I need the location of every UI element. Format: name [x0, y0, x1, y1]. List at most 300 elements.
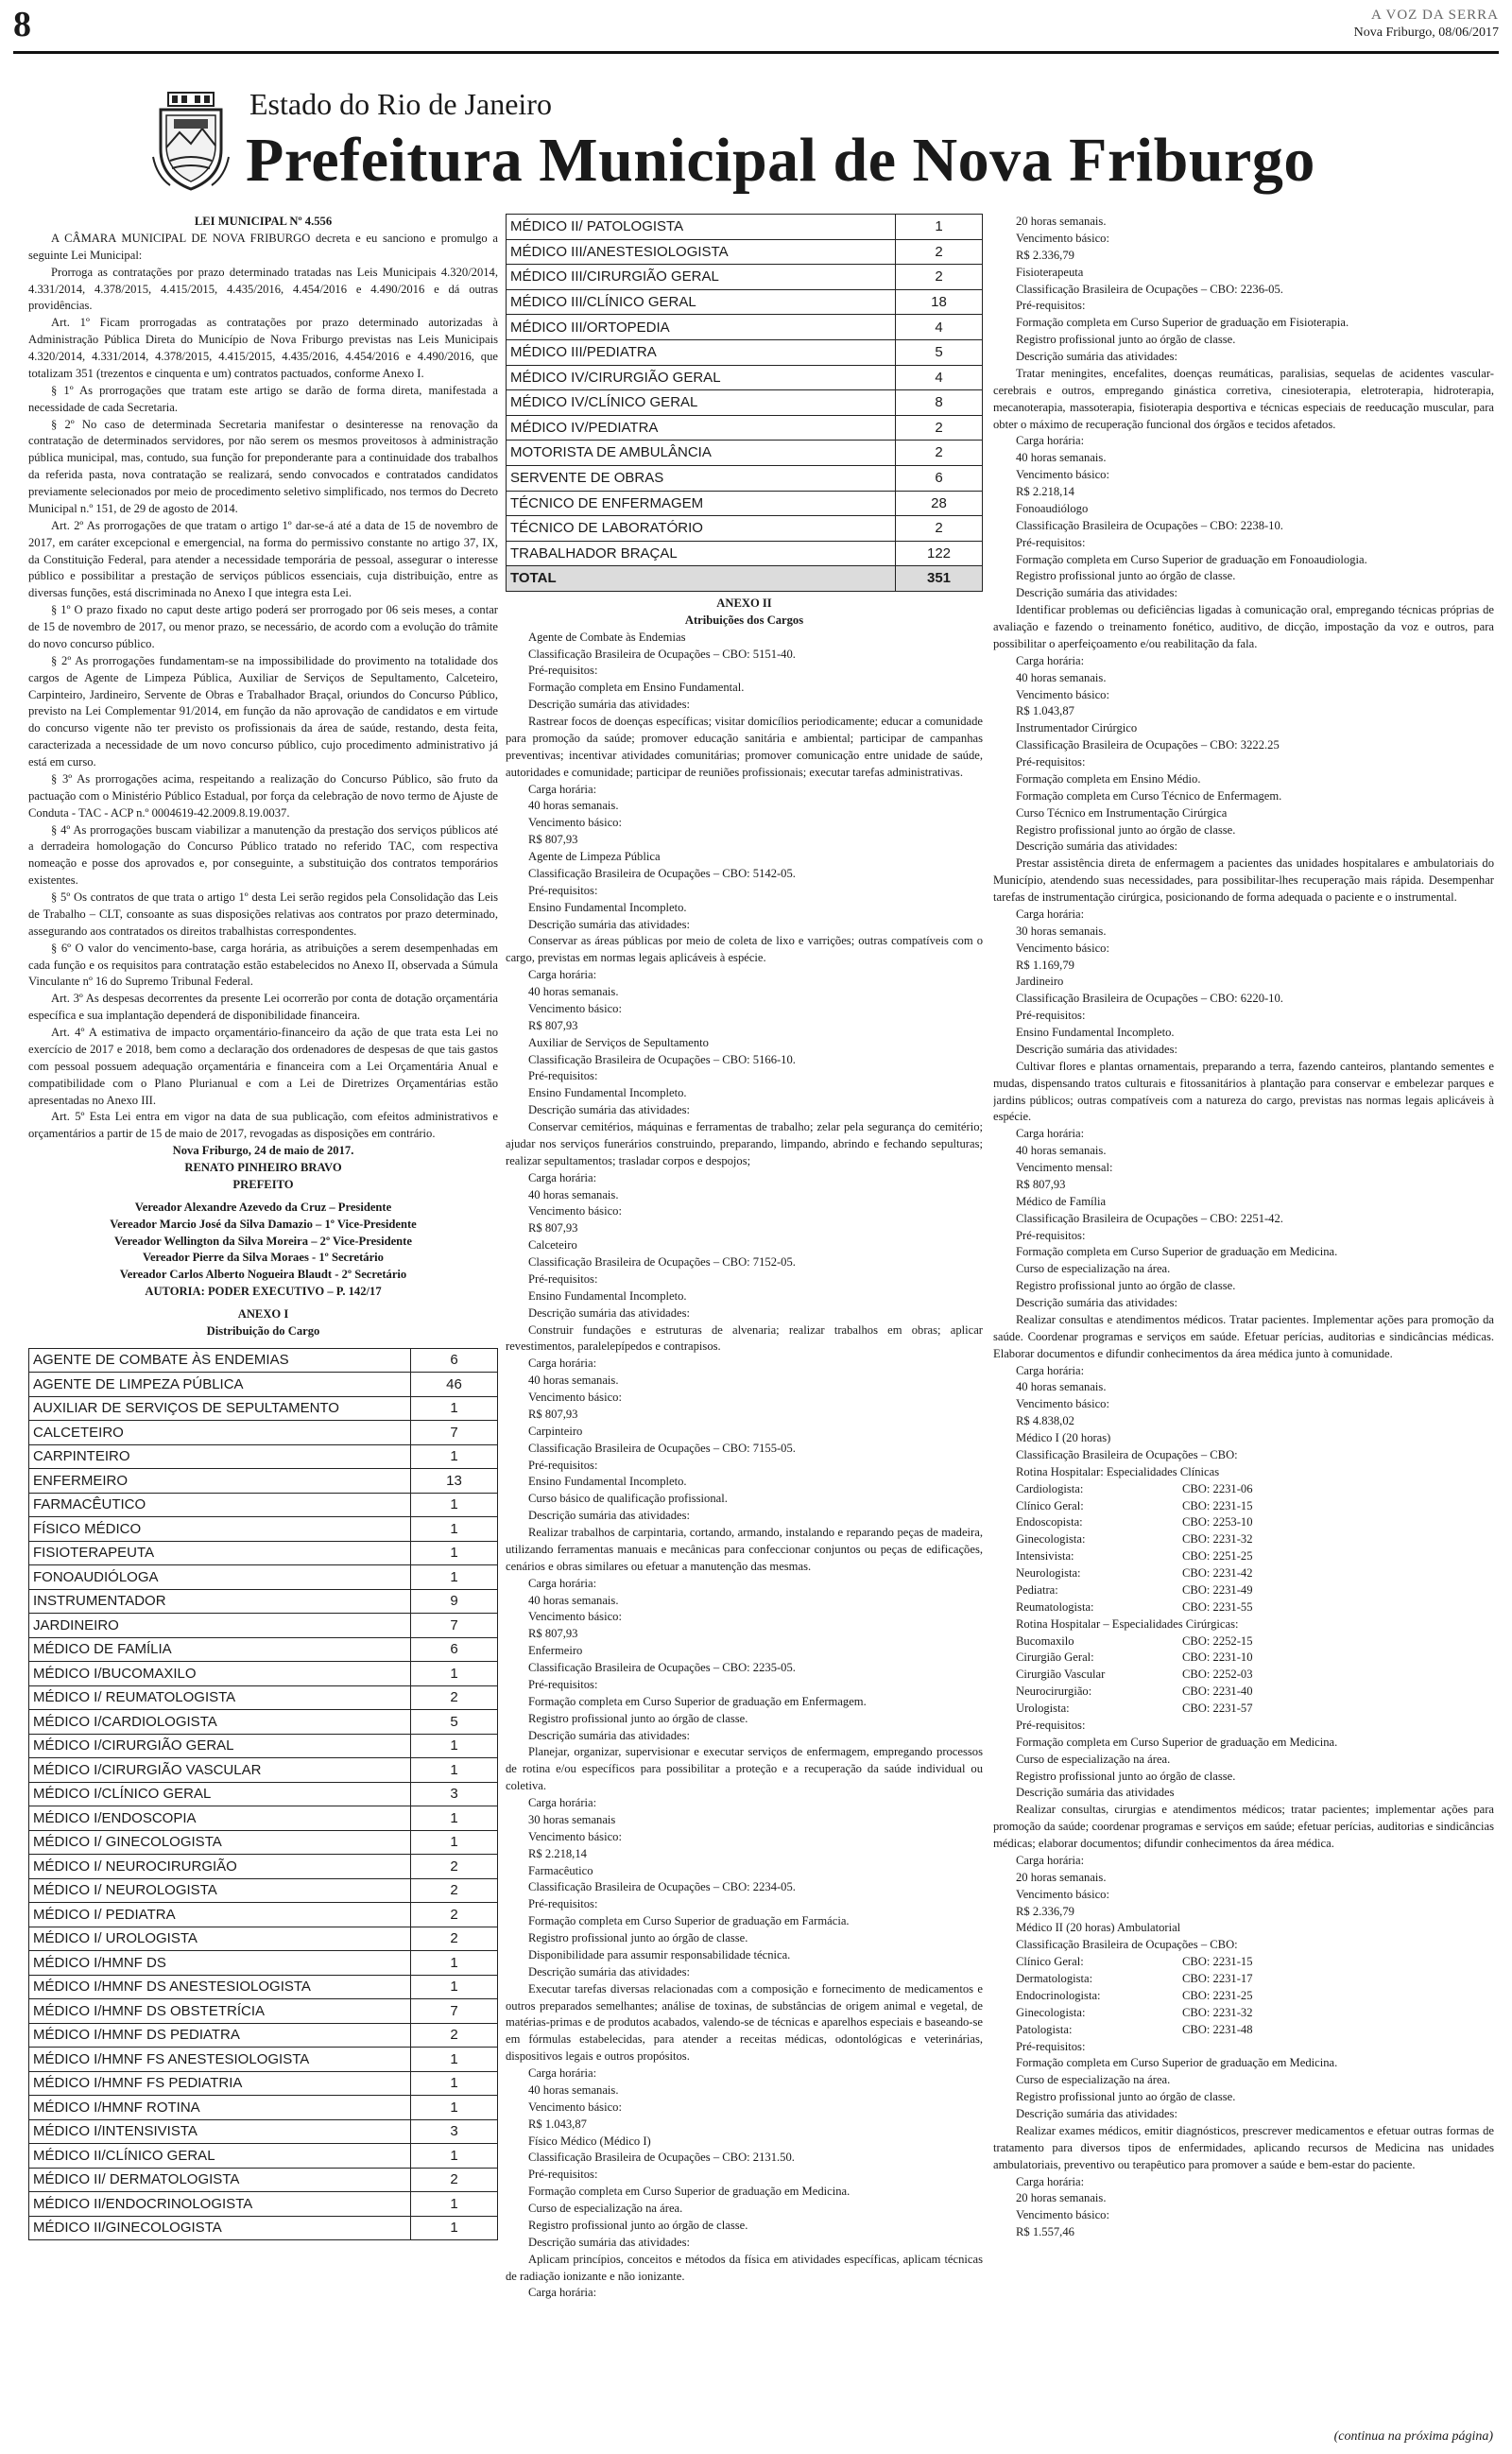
- text-line: 40 horas semanais.: [528, 1187, 619, 1201]
- text-line: R$ 2.218,14: [528, 1846, 587, 1860]
- text-line: Formação completa em Curso Superior de graduação em Fonoaudiologia.: [1016, 552, 1367, 566]
- signer-role: PREFEITO: [232, 1177, 294, 1191]
- cargo-cell: MÉDICO I/CARDIOLOGISTA: [29, 1710, 411, 1735]
- quantidade-cell: 8: [896, 390, 983, 416]
- quantidade-cell: 2: [411, 2168, 498, 2192]
- specialty-name: Cardiologista:: [1016, 1481, 1084, 1495]
- text-line: Enfermeiro: [528, 1644, 583, 1658]
- cbo-row: [993, 1565, 1494, 1582]
- annex2-text-col3a: [993, 214, 1494, 1481]
- text-line: Curso de especialização na área.: [1016, 2073, 1171, 2087]
- text-line: Carga horária:: [528, 1170, 597, 1184]
- signer-name: RENATO PINHEIRO BRAVO: [184, 1161, 342, 1174]
- text-line: Tratar meningites, encefalites, doenças reumáticas, paralisias, sequelas de acidentes vascular-cerebrais e outros, empregando ginástica corretiva, cinesioterapia, eletroterapia, hidroterapia, mecanoterapia, massoterapia, fisioterapia desportiva e técnicas especiais de reeducação muscular, para obter o máximo de recuperação funcional dos órgãos e tecidos afetados.: [993, 366, 1494, 431]
- cargo-cell: MÉDICO III/PEDIATRA: [507, 339, 896, 365]
- table-row: [29, 1855, 498, 1879]
- text-line: Pré-requisitos:: [1016, 299, 1086, 313]
- text-line: 40 horas semanais.: [528, 1593, 619, 1607]
- table-row: [507, 339, 983, 365]
- text-line: § 6º O valor do vencimento-base, carga horária, as atribuições a serem desempenhadas em cada função e os requisitos para contratação estão estabelecidos no Anexo II, observada a Súmula Vinculante nº 16 do Supremo Tribunal Federal.: [28, 941, 498, 989]
- text-line: Identificar problemas ou deficiências ligadas à comunicação oral, empregando técnicas próprias de avaliação e fazendo o treinamento fonético, auditivo, de dicção, impostação da voz e outros, para possibilitar o aperfeiçoamento e/ou reabilitação da fala.: [993, 603, 1494, 650]
- text-line: 40 horas semanais.: [528, 1374, 619, 1388]
- cbo-row: [993, 1582, 1494, 1599]
- text-line: Curso de especialização na área.: [1016, 1752, 1171, 1766]
- table-row: [29, 1614, 498, 1638]
- text-line: Formação completa em Curso Superior de graduação em Enfermagem.: [528, 1694, 867, 1708]
- text-line: R$ 807,93: [528, 1627, 578, 1641]
- specialty-name: Intensivista:: [1016, 1549, 1074, 1564]
- quantidade-cell: 2: [896, 239, 983, 265]
- quantidade-cell: 1: [411, 1734, 498, 1758]
- text-line: Registro profissional junto ao órgão de classe.: [1016, 569, 1236, 583]
- quantidade-cell: 1: [411, 1758, 498, 1783]
- text-line: Descrição sumária das atividades:: [528, 2235, 690, 2249]
- table-row: [29, 2048, 498, 2072]
- text-line: Curso de especialização na área.: [1016, 1262, 1171, 1276]
- text-line: Vereador Carlos Alberto Nogueira Blaudt - 2º Secretário: [119, 1268, 407, 1282]
- table-row: [29, 1348, 498, 1373]
- cargo-cell: MÉDICO III/ORTOPEDIA: [507, 315, 896, 340]
- text-line: 40 horas semanais.: [1016, 451, 1107, 465]
- quantidade-cell: 6: [896, 465, 983, 491]
- table-row: [29, 2119, 498, 2144]
- cbo-list-ambulatorial: [993, 1954, 1494, 2038]
- text-line: § 1º As prorrogações que tratam este artigo se darão de forma direta, manifestada a necessidade de cada Secretaria.: [28, 383, 498, 414]
- quantidade-cell: 1: [411, 1517, 498, 1542]
- quantidade-cell: 9: [411, 1589, 498, 1614]
- quantidade-cell: 4: [896, 315, 983, 340]
- cbo-row: [993, 1650, 1494, 1667]
- text-line: Descrição sumária das atividades:: [1016, 2107, 1177, 2120]
- specialty-name: Dermatologista:: [1016, 1972, 1093, 1985]
- specialty-name: Cirurgião Vascular: [1016, 1668, 1106, 1682]
- annex2-text-col3b: [993, 1718, 1494, 1954]
- text-line: Vereador Wellington da Silva Moreira – 2º Vice-Presidente: [114, 1234, 412, 1248]
- specialty-name: Clínico Geral:: [1016, 1955, 1084, 1969]
- text-line: Descrição sumária das atividades: [1016, 1786, 1175, 1800]
- text-line: Descrição sumária das atividades:: [1016, 1042, 1177, 1056]
- cbo-code: CBO: 2231-55: [1182, 1599, 1253, 1614]
- annex1-subtitle: Distribuição do Cargo: [206, 1323, 320, 1338]
- text-line: Planejar, organizar, supervisionar e executar serviços de enfermagem, empregando processos de rotina e/ou específicos para possibilitar a proteção e a recuperação da saúde individual ou coletiva.: [506, 1745, 983, 1793]
- text-line: Carga horária:: [528, 2066, 597, 2081]
- text-line: Pré-requisitos:: [1016, 755, 1086, 769]
- cargo-cell: MÉDICO I/HMNF DS ANESTESIOLOGISTA: [29, 1975, 411, 1999]
- text-line: R$ 807,93: [528, 833, 578, 847]
- quantidade-cell: 2: [411, 1903, 498, 1927]
- text-line: Realizar consultas, cirurgias e atendimentos médicos; tratar pacientes; implementar ações para promoção da saúde; coordenar programas e serviços em saúde; efetuar perícias, auditorias e sindicâncias médicas; elaborar documentos; difundir conhecimentos da área médica.: [993, 1803, 1494, 1850]
- quantidade-cell: 1: [411, 2192, 498, 2217]
- quantidade-cell: 1: [411, 2144, 498, 2169]
- text-line: Carga horária:: [1016, 434, 1085, 448]
- text-line: R$ 1.169,79: [1016, 958, 1074, 972]
- cbo-code: CBO: 2251-25: [1182, 1549, 1253, 1564]
- text-line: 20 horas semanais.: [1016, 2191, 1107, 2205]
- cbo-row: [993, 1481, 1494, 1498]
- cargo-cell: ENFERMEIRO: [29, 1469, 411, 1494]
- quantidade-cell: 46: [411, 1373, 498, 1397]
- text-line: Formação completa em Curso Superior de graduação em Medicina.: [1016, 1245, 1338, 1259]
- text-line: Disponibilidade para assumir responsabilidade técnica.: [528, 1947, 791, 1961]
- text-line: Carga horária:: [1016, 1363, 1085, 1377]
- quantidade-cell: 5: [411, 1710, 498, 1735]
- text-line: Formação completa em Curso Superior de graduação em Medicina.: [528, 2185, 850, 2199]
- cargo-cell: MÉDICO I/INTENSIVISTA: [29, 2119, 411, 2144]
- column-annex: [506, 214, 983, 2426]
- table-row: [29, 2216, 498, 2240]
- quantidade-cell: 1: [411, 1806, 498, 1831]
- text-line: § 4º As prorrogações buscam viabilizar a manutenção da prestação dos serviços públicos até a derradeira homologação do Concurso Público tratado no referido TAC, com respectiva nomeação e posse dos aprovados e, por conseguinte, a substituição dos contratos temporários existentes.: [28, 822, 498, 888]
- text-line: Descrição sumária das atividades:: [1016, 839, 1177, 854]
- text-line: Vereador Alexandre Azevedo da Cruz – Presidente: [134, 1200, 392, 1214]
- text-line: Vencimento básico:: [528, 1204, 622, 1218]
- table-row: [29, 2071, 498, 2096]
- text-line: Vencimento básico:: [528, 1001, 622, 1015]
- text-line: R$ 807,93: [1016, 1177, 1066, 1191]
- table-row: [29, 1662, 498, 1686]
- text-line: Art. 5º Esta Lei entra em vigor na data de sua publicação, com efeitos administrativos e orçamentários a partir de 15 de maio de 2017, revogadas as disposições em contrário.: [28, 1110, 498, 1141]
- text-line: § 1º O prazo fixado no caput deste artigo poderá ser prorrogado por 06 seis meses, a contar de 15 de novembro de 2017, ou menor prazo, se necessário, de acordo com a evolução do trâmite do novo concurso público.: [28, 603, 498, 650]
- text-line: R$ 2.336,79: [1016, 248, 1074, 262]
- table-row: [29, 1373, 498, 1397]
- quantidade-cell: 2: [896, 516, 983, 542]
- cbo-code: CBO: 2231-32: [1182, 1532, 1253, 1547]
- text-line: 40 horas semanais.: [1016, 670, 1107, 684]
- text-line: Jardineiro: [1016, 975, 1064, 989]
- cargo-cell: MÉDICO I/HMNF DS: [29, 1951, 411, 1976]
- text-line: Rastrear focos de doenças específicas; visitar domicílios periodicamente; educar a comunidade para promoção da saúde; promover educação sanitária e ambiental; participar de campanhas preventivas; incentivar atividades comunitárias; promover comunicação entre unidade de saúde, autoridades e comunidade; participar de reuniões profissionais; executar tarefas administrativas.: [506, 715, 983, 779]
- cargo-cell: MÉDICO I/CLÍNICO GERAL: [29, 1782, 411, 1806]
- text-line: R$ 4.838,02: [1016, 1414, 1074, 1428]
- table-row: [29, 1396, 498, 1421]
- text-line: Vencimento básico:: [1016, 941, 1109, 955]
- text-line: Vencimento básico:: [1016, 687, 1109, 701]
- column-law: [28, 214, 498, 2426]
- quantidade-cell: 1: [411, 1975, 498, 1999]
- text-line: Ensino Fundamental Incompleto.: [528, 1288, 687, 1303]
- cbo-row: [993, 1548, 1494, 1565]
- table-row: [29, 2023, 498, 2048]
- annex1-title: ANEXO I: [237, 1307, 289, 1321]
- quantidade-cell: 28: [896, 491, 983, 516]
- text-line: Ensino Fundamental Incompleto.: [528, 900, 687, 914]
- text-line: Carga horária:: [1016, 653, 1085, 667]
- text-line: Instrumentador Cirúrgico: [1016, 721, 1138, 735]
- text-line: Descrição sumária das atividades:: [528, 917, 690, 931]
- quantidade-cell: 1: [411, 1662, 498, 1686]
- cargo-cell: TRABALHADOR BRAÇAL: [507, 541, 896, 566]
- text-line: R$ 807,93: [528, 1221, 578, 1236]
- cbo-code: CBO: 2231-17: [1182, 1972, 1253, 1985]
- text-line: Conservar as áreas públicas por meio de coleta de lixo e varrições; outras compatíveis com o cargo, previstas em normas legais aplicáveis à espécie.: [506, 934, 983, 965]
- quantidade-cell: 7: [411, 1614, 498, 1638]
- law-ementa: Prorroga as contratações por prazo determinado tratadas nas Leis Municipais 4.320/2014, 4.331/2014, 4.378/2015, 4.415/2015, 4.435/2016, 4.454/2016 e 4.490/2016 e dá outras providências.: [28, 265, 498, 313]
- cbo-code: CBO: 2231-15: [1182, 1955, 1253, 1969]
- text-line: Pré-requisitos:: [528, 1897, 598, 1911]
- quantidade-cell: 2: [411, 1855, 498, 1879]
- table-row: [507, 415, 983, 441]
- text-line: Realizar exames médicos, emitir diagnósticos, prescrever medicamentos e efetuar outras formas de tratamento para diversos tipos de enfermidades, aplicando recursos de Medicina nas unidades ambulatoriais, preventivo ou terapêutico para promover a saúde e bem-estar do paciente.: [993, 2123, 1494, 2171]
- text-line: Vencimento mensal:: [1016, 1161, 1113, 1174]
- text-line: Classificação Brasileira de Ocupações – CBO: 2235-05.: [528, 1661, 796, 1675]
- newspaper-name: A VOZ DA SERRA: [1371, 8, 1499, 23]
- cbo-row: [993, 1971, 1494, 1988]
- text-line: Prestar assistência direta de enfermagem a pacientes das unidades hospitalares e ambulatoriais do Município, atendendo suas necessidades, para possibilitar-lhes recuperação mais rápida. Desempenhar tarefas de instrumentação cirúrgica, posicionando de forma adequada o paciente e o instrumental.: [993, 856, 1494, 904]
- table-row: [507, 215, 983, 240]
- text-line: Art. 3º As despesas decorrentes da presente Lei ocorrerão por conta de dotação orçamentária específica e sua implantação dependerá de disponibilidade financeira.: [28, 992, 498, 1023]
- text-line: Conservar cemitérios, máquinas e ferramentas de trabalho; zelar pela segurança do cemitério; ajudar nos serviços funerários construindo, preparando, limpando, abrindo e fechando sepulturas; realizar sepultamentos; trasladar corpos e despojos;: [506, 1120, 983, 1167]
- table-row: [29, 1734, 498, 1758]
- text-line: Rotina Hospitalar: Especialidades Clínicas: [1016, 1464, 1220, 1478]
- quantidade-cell: 1: [411, 2048, 498, 2072]
- text-line: Carga horária:: [528, 1576, 597, 1590]
- quantidade-cell: 13: [411, 1469, 498, 1494]
- cbo-row: [993, 1988, 1494, 2005]
- text-line: Classificação Brasileira de Ocupações – CBO: 2238-10.: [1016, 518, 1283, 532]
- text-line: Carga horária:: [1016, 907, 1085, 921]
- annex2-title: ANEXO II: [716, 596, 772, 610]
- cargo-cell: AGENTE DE LIMPEZA PÚBLICA: [29, 1373, 411, 1397]
- text-line: Descrição sumária das atividades:: [528, 698, 690, 712]
- text-line: Descrição sumária das atividades:: [528, 1103, 690, 1117]
- text-line: R$ 807,93: [528, 1018, 578, 1032]
- text-line: AUTORIA: PODER EXECUTIVO – P. 142/17: [145, 1285, 382, 1299]
- cbo-row: [993, 1633, 1494, 1650]
- cargo-cell: MOTORISTA DE AMBULÂNCIA: [507, 441, 896, 466]
- text-line: Classificação Brasileira de Ocupações – CBO: 7152-05.: [528, 1255, 796, 1270]
- total-row: [507, 566, 983, 592]
- cargo-cell: MÉDICO I/ENDOSCOPIA: [29, 1806, 411, 1831]
- law-articles: [28, 315, 498, 1143]
- text-line: Art. 4º A estimativa de impacto orçamentário-financeiro da ação de que trata esta Lei no exercício de 2017 e 2018, bem como a declaração dos ordenadores de despesas de que tais gastos com pessoal possuem adequação orçamentária e financeira com a Lei Orçamentária Anual e compatibilidade com o Plano Plurianual e com a Lei de Diretrizes Orçamentárias estão apresentadas no Anexo III.: [28, 1026, 498, 1107]
- quantidade-cell: 1: [411, 1493, 498, 1517]
- text-line: Classificação Brasileira de Ocupações – CBO: 3222.25: [1016, 738, 1280, 752]
- cargo-cell: FÍSICO MÉDICO: [29, 1517, 411, 1542]
- table-row: [507, 465, 983, 491]
- table-row: [507, 491, 983, 516]
- text-line: Agente de Limpeza Pública: [528, 850, 661, 864]
- cbo-code: CBO: 2231-06: [1182, 1481, 1253, 1495]
- quantidade-cell: 2: [411, 1878, 498, 1903]
- table-row: [29, 1589, 498, 1614]
- cargo-cell: MÉDICO II/GINECOLOGISTA: [29, 2216, 411, 2240]
- cbo-code: CBO: 2231-15: [1182, 1498, 1253, 1512]
- text-line: 30 horas semanais: [528, 1812, 616, 1826]
- table-row: [29, 1806, 498, 1831]
- text-line: Registro profissional junto ao órgão de classe.: [528, 1711, 748, 1725]
- text-line: Pré-requisitos:: [1016, 535, 1086, 549]
- table-row: [29, 1685, 498, 1710]
- quantidade-cell: 1: [411, 1396, 498, 1421]
- coat-of-arms-icon: [151, 91, 231, 193]
- cargo-cell: MÉDICO IV/CIRURGIÃO GERAL: [507, 365, 896, 390]
- specialty-name: Neurologista:: [1016, 1566, 1081, 1580]
- cbo-code: CBO: 2231-40: [1182, 1685, 1253, 1699]
- cargo-cell: MÉDICO I/ GINECOLOGISTA: [29, 1830, 411, 1855]
- text-line: Classificação Brasileira de Ocupações – CBO: 2236-05.: [1016, 282, 1283, 296]
- text-line: Vencimento básico:: [1016, 1887, 1109, 1901]
- annex2-subtitle: Atribuições dos Cargos: [684, 613, 804, 627]
- specialty-name: Endoscopista:: [1016, 1515, 1083, 1529]
- table-row: [507, 265, 983, 290]
- text-line: Médico de Família: [1016, 1194, 1107, 1208]
- annex1-table-part2: [506, 214, 983, 592]
- cbo-row: [993, 2005, 1494, 2022]
- text-line: Curso de especialização na área.: [528, 2202, 683, 2216]
- text-line: Pré-requisitos:: [1016, 1718, 1086, 1732]
- quantidade-cell: 1: [411, 1830, 498, 1855]
- cargo-cell: MÉDICO II/ENDOCRINOLOGISTA: [29, 2192, 411, 2217]
- quantidade-cell: 3: [411, 2119, 498, 2144]
- text-line: 30 horas semanais.: [1016, 924, 1107, 938]
- text-line: Carpinteiro: [528, 1424, 583, 1438]
- cargo-cell: MÉDICO IV/PEDIATRA: [507, 415, 896, 441]
- text-line: Carga horária:: [528, 782, 597, 796]
- text-line: Vencimento básico:: [1016, 2208, 1109, 2222]
- quantidade-cell: 1: [411, 1541, 498, 1565]
- table-row: [29, 2096, 498, 2120]
- cargo-cell: MÉDICO I/ UROLOGISTA: [29, 1927, 411, 1951]
- quantidade-cell: 122: [896, 541, 983, 566]
- cbo-row: [993, 1667, 1494, 1684]
- cargo-cell: FISIOTERAPEUTA: [29, 1541, 411, 1565]
- text-line: Registro profissional junto ao órgão de classe.: [528, 1931, 748, 1945]
- text-line: Registro profissional junto ao órgão de classe.: [1016, 1769, 1236, 1783]
- cargo-cell: MÉDICO I/CIRURGIÃO GERAL: [29, 1734, 411, 1758]
- text-line: Físico Médico (Médico I): [528, 2134, 651, 2148]
- table-row: [29, 1517, 498, 1542]
- table-row: [29, 1444, 498, 1469]
- specialty-name: Ginecologista:: [1016, 1532, 1086, 1547]
- text-line: 40 horas semanais.: [1016, 1144, 1107, 1158]
- text-line: Registro profissional junto ao órgão de classe.: [1016, 822, 1236, 837]
- cbo-code: CBO: 2231-57: [1182, 1702, 1253, 1715]
- cargo-cell: FARMACÊUTICO: [29, 1493, 411, 1517]
- text-line: § 2º As prorrogações fundamentam-se na impossibilidade do provimento na totalidade dos cargos de Agente de Limpeza Pública, Auxiliar de Serviços de Sepultamento, Calceteiro, Carpinteiro, Jardineiro, Servente de Obras e Trabalhador Braçal, oriundos do Concurso Público, previsto na Lei Complementar 91/2014, em função da não aprovação de candidatos e em virtude do concurso vigente não ter previsto os profissionais da área de saúde, restando, desta feita, caracterizada a necessidade de um novo concurso público, cujo procedimento administrativo já está em curso.: [28, 653, 498, 769]
- text-line: Realizar consultas e atendimentos médicos. Tratar pacientes. Implementar ações para promoção da saúde. Coordenar programas e serviços em saúde. Efetuar perícias, auditorias e sindicâncias médicas. Elaborar documentos e difundir conhecimentos da área médica junto à comunidade.: [993, 1312, 1494, 1360]
- text-line: Classificação Brasileira de Ocupações – CBO: 2131.50.: [528, 2151, 795, 2165]
- cbo-row: [993, 1684, 1494, 1701]
- specialty-name: Neurocirurgião:: [1016, 1685, 1092, 1699]
- cbo-list-cirurgicas: [993, 1633, 1494, 1718]
- specialty-name: Pediatra:: [1016, 1582, 1058, 1597]
- quantidade-cell: 4: [896, 365, 983, 390]
- cargo-cell: MÉDICO I/ PEDIATRA: [29, 1903, 411, 1927]
- cargo-cell: AUXILIAR DE SERVIÇOS DE SEPULTAMENTO: [29, 1396, 411, 1421]
- text-line: Registro profissional junto ao órgão de classe.: [1016, 2090, 1236, 2104]
- text-line: Classificação Brasileira de Ocupações – CBO: 6220-10.: [1016, 992, 1283, 1006]
- text-line: Executar tarefas diversas relacionadas com a composição e fornecimento de medicamentos e outros preparados semelhantes; análise de toxinas, de substâncias de origem animal e vegetal, de matérias-primas e de produtos acabados, valendo-se de técnicas e aparelhos especiais e baseando-se em fórmulas estabelecidas, para atender a receitas médicas, odontológicas e veterinárias, dispositivos legais e outros propósitos.: [506, 1981, 983, 2064]
- table-row: [29, 1975, 498, 1999]
- table-row: [507, 516, 983, 542]
- text-line: Formação completa em Curso Técnico de Enfermagem.: [1016, 788, 1282, 803]
- table-row: [29, 1951, 498, 1976]
- table-row: [507, 441, 983, 466]
- text-line: Vencimento básico:: [528, 1610, 622, 1624]
- quantidade-cell: 3: [411, 1782, 498, 1806]
- cargo-cell: MÉDICO III/ANESTESIOLOGISTA: [507, 239, 896, 265]
- text-line: Descrição sumária das atividades:: [528, 1509, 690, 1523]
- total-value: 351: [896, 566, 983, 592]
- quantidade-cell: 5: [896, 339, 983, 365]
- table-row: [29, 1782, 498, 1806]
- text-line: 40 horas semanais.: [528, 985, 619, 999]
- quantidade-cell: 1: [411, 2096, 498, 2120]
- annex1-table-part1: [28, 1348, 498, 2241]
- text-line: Ensino Fundamental Incompleto.: [528, 1086, 687, 1100]
- text-line: Vencimento básico:: [528, 2100, 622, 2114]
- text-line: Vencimento básico:: [528, 1829, 622, 1843]
- text-line: Carga horária:: [1016, 2174, 1085, 2188]
- cargo-cell: TÉCNICO DE LABORATÓRIO: [507, 516, 896, 542]
- text-line: Carga horária:: [528, 1796, 597, 1810]
- quantidade-cell: 7: [411, 1421, 498, 1445]
- text-line: Descrição sumária das atividades:: [528, 1964, 690, 1979]
- cargo-cell: CALCETEIRO: [29, 1421, 411, 1445]
- table-row: [29, 1565, 498, 1590]
- masthead: [151, 83, 1380, 200]
- text-line: R$ 1.043,87: [1016, 704, 1074, 718]
- cargo-cell: MÉDICO I/ REUMATOLOGISTA: [29, 1685, 411, 1710]
- text-line: § 3º As prorrogações acima, respeitando a realização do Concurso Público, são fruto da pactuação com o Ministério Público Estadual, por força da celebração de novo termo de Ajuste de Conduta - TAC - ACP n.º 0004619-42.2009.8.19.0037.: [28, 771, 498, 820]
- cargo-cell: JARDINEIRO: [29, 1614, 411, 1638]
- column-annex-cont: [993, 214, 1494, 2426]
- cargo-cell: MÉDICO II/CLÍNICO GERAL: [29, 2144, 411, 2169]
- cargo-cell: MÉDICO III/CIRURGIÃO GERAL: [507, 265, 896, 290]
- text-line: Pré-requisitos:: [528, 1271, 598, 1286]
- text-line: Classificação Brasileira de Ocupações – CBO:: [1016, 1447, 1238, 1461]
- cargo-cell: MÉDICO I/HMNF ROTINA: [29, 2096, 411, 2120]
- annex2-text-col3c: [993, 2039, 1494, 2242]
- text-line: Vereador Pierre da Silva Moraes - 1º Secretário: [143, 1251, 384, 1265]
- cbo-list-clinicas: [993, 1481, 1494, 1616]
- text-line: Auxiliar de Serviços de Sepultamento: [528, 1035, 709, 1049]
- cargo-cell: FONOAUDIÓLOGA: [29, 1565, 411, 1590]
- table-row: [29, 1469, 498, 1494]
- table-row: [507, 315, 983, 340]
- table-row: [29, 1637, 498, 1662]
- text-line: Pré-requisitos:: [1016, 1009, 1086, 1023]
- text-line: Art. 1º Ficam prorrogadas as contratações por prazo determinado autorizadas à Administração Pública Direta do Município de Nova Friburgo previstas nas Leis Municipais 4.320/2014, 4.331/2014, 4.378/2015, 4.415/2015, 4.435/2016, 4.454/2016 e 4.490/2016, que totalizam 351 (trezentos e cinquenta e um) contratos pactuados, conforme Anexo I.: [28, 316, 498, 380]
- text-line: Formação completa em Curso Superior de graduação em Farmácia.: [528, 1914, 850, 1928]
- quantidade-cell: 2: [411, 2023, 498, 2048]
- cargo-cell: MÉDICO II/ PATOLOGISTA: [507, 215, 896, 240]
- quantidade-cell: 2: [896, 265, 983, 290]
- text-line: Pré-requisitos:: [528, 1458, 598, 1472]
- cbo-row: [993, 1599, 1494, 1616]
- cargo-cell: MÉDICO I/HMNF DS PEDIATRA: [29, 2023, 411, 2048]
- text-line: Registro profissional junto ao órgão de classe.: [1016, 1279, 1236, 1293]
- law-title: LEI MUNICIPAL Nº 4.556: [194, 215, 333, 228]
- text-line: R$ 1.043,87: [528, 2117, 587, 2131]
- text-line: Pré-requisitos:: [1016, 2039, 1086, 2053]
- quantidade-cell: 1: [411, 2216, 498, 2240]
- cargo-cell: MÉDICO III/CLÍNICO GERAL: [507, 289, 896, 315]
- text-line: Vencimento básico:: [1016, 231, 1109, 245]
- text-line: R$ 807,93: [528, 1407, 578, 1421]
- cbo-row: [993, 1514, 1494, 1531]
- cbo-code: CBO: 2231-25: [1182, 1988, 1253, 2002]
- text-line: Pré-requisitos:: [528, 2168, 598, 2182]
- text-line: § 2º No caso de determinada Secretaria manifestar o desinteresse na renovação da contratação de determinados servidores, por não serem os mesmos proveitosos à administração pública municipal, mas, contudo, sua função for preponderante para a continuidade dos trabalhos da referida pasta, nova contratação se realizará, sendo convocados e contratados candidatos previamente selecionados por meio de procedimento seletivo simplificado, nos termos do Decreto Municipal n.º 151, de 29 de agosto de 2014.: [28, 417, 498, 515]
- text-line: Carga horária:: [528, 1357, 597, 1371]
- text-line: Carga horária:: [1016, 1853, 1085, 1867]
- table-row: [29, 1541, 498, 1565]
- text-line: Construir fundações e estruturas de alvenaria; realizar trabalhos em obras; aplicar revestimentos, paralelepípedos e contrapisos.: [506, 1322, 983, 1354]
- text-line: Formação completa em Ensino Médio.: [1016, 771, 1201, 786]
- text-line: Médico II (20 horas) Ambulatorial: [1016, 1921, 1181, 1935]
- cargo-cell: MÉDICO IV/CLÍNICO GERAL: [507, 390, 896, 416]
